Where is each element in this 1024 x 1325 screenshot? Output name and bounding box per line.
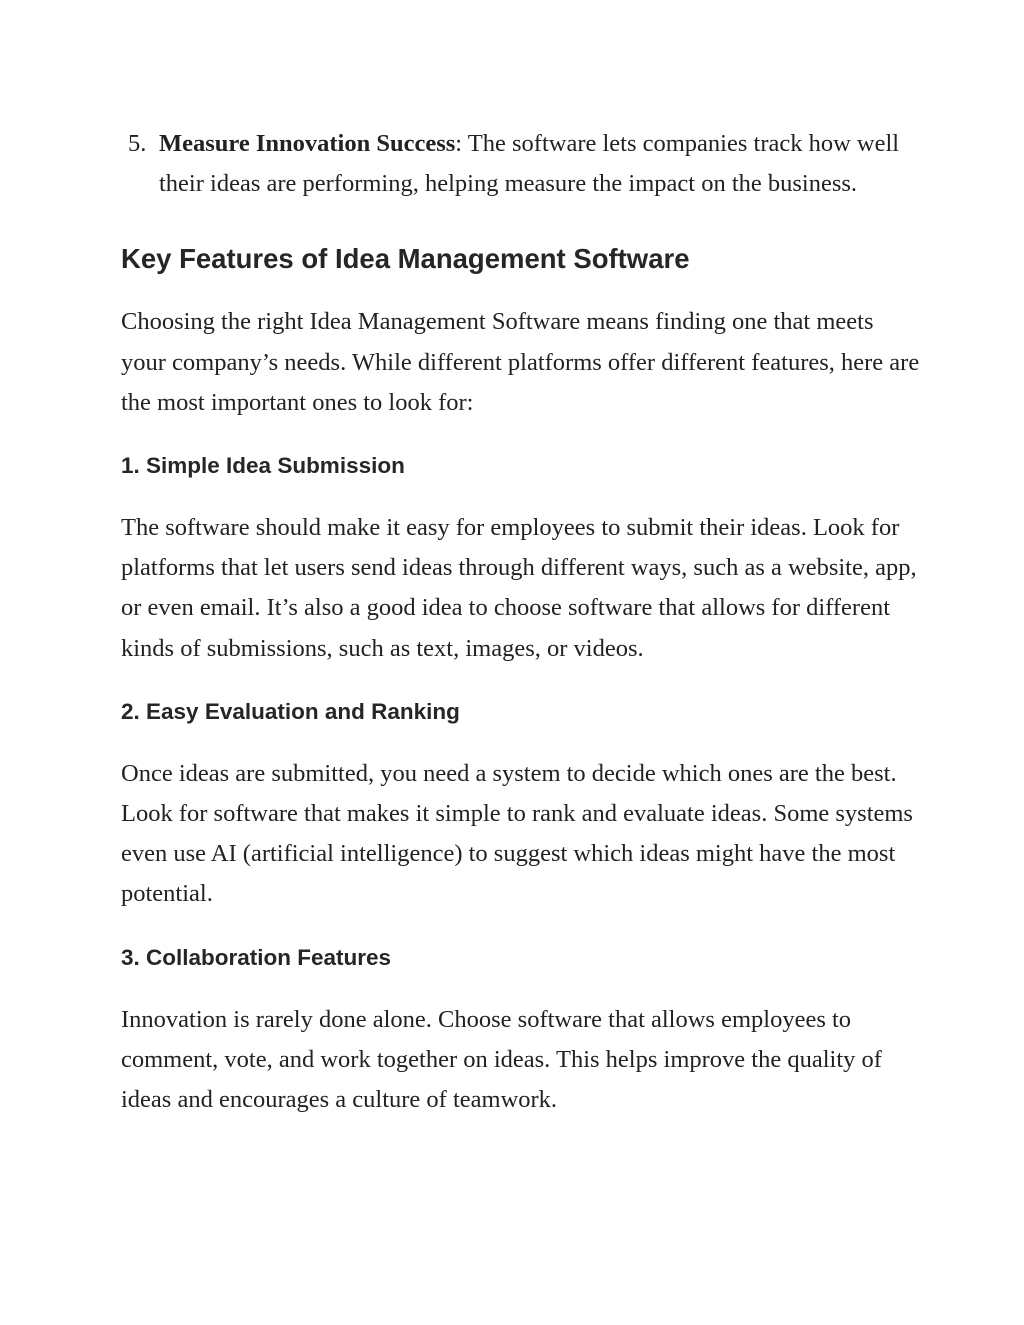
list-item-text: : The software lets companies track how well their ideas are performing, helping measure the impact on the business.	[159, 130, 900, 198]
section-intro-paragraph: Choosing the right Idea Management Software means finding one that meets your company’s needs. While different platforms offer different features, here are the most important ones to look for:	[121, 308, 920, 416]
feature-heading-submission: 1. Simple Idea Submission	[121, 453, 405, 479]
list-item	[121, 124, 921, 204]
feature-paragraph-submission: The software should make it easy for employees to submit their ideas. Look for platforms that let users send ideas through different ways, such as a website, app, or even email. It’s also a good idea to choose software that allows for different kinds of submissions, such as text, images, or videos.	[121, 514, 917, 662]
feature-heading-evaluation: 2. Easy Evaluation and Ranking	[121, 698, 460, 724]
document-page	[121, 124, 921, 1120]
section-heading: Key Features of Idea Management Software	[121, 243, 690, 275]
feature-paragraph-evaluation: Once ideas are submitted, you need a system to decide which ones are the best. Look for software that makes it simple to rank and evaluate ideas. Some systems even use AI (artificial intelligence) to suggest which ideas might have the most potential.	[121, 759, 913, 908]
list-item-number: 5.	[128, 130, 147, 157]
feature-heading-collaboration: 3. Collaboration Features	[121, 944, 392, 970]
feature-paragraph-collaboration: Innovation is rarely done alone. Choose software that allows employees to comment, vote, and work together on ideas. This helps improve the quality of ideas and encourages a culture of teamwork.	[121, 1005, 882, 1114]
list-item-title: Measure Innovation Success	[159, 130, 456, 157]
